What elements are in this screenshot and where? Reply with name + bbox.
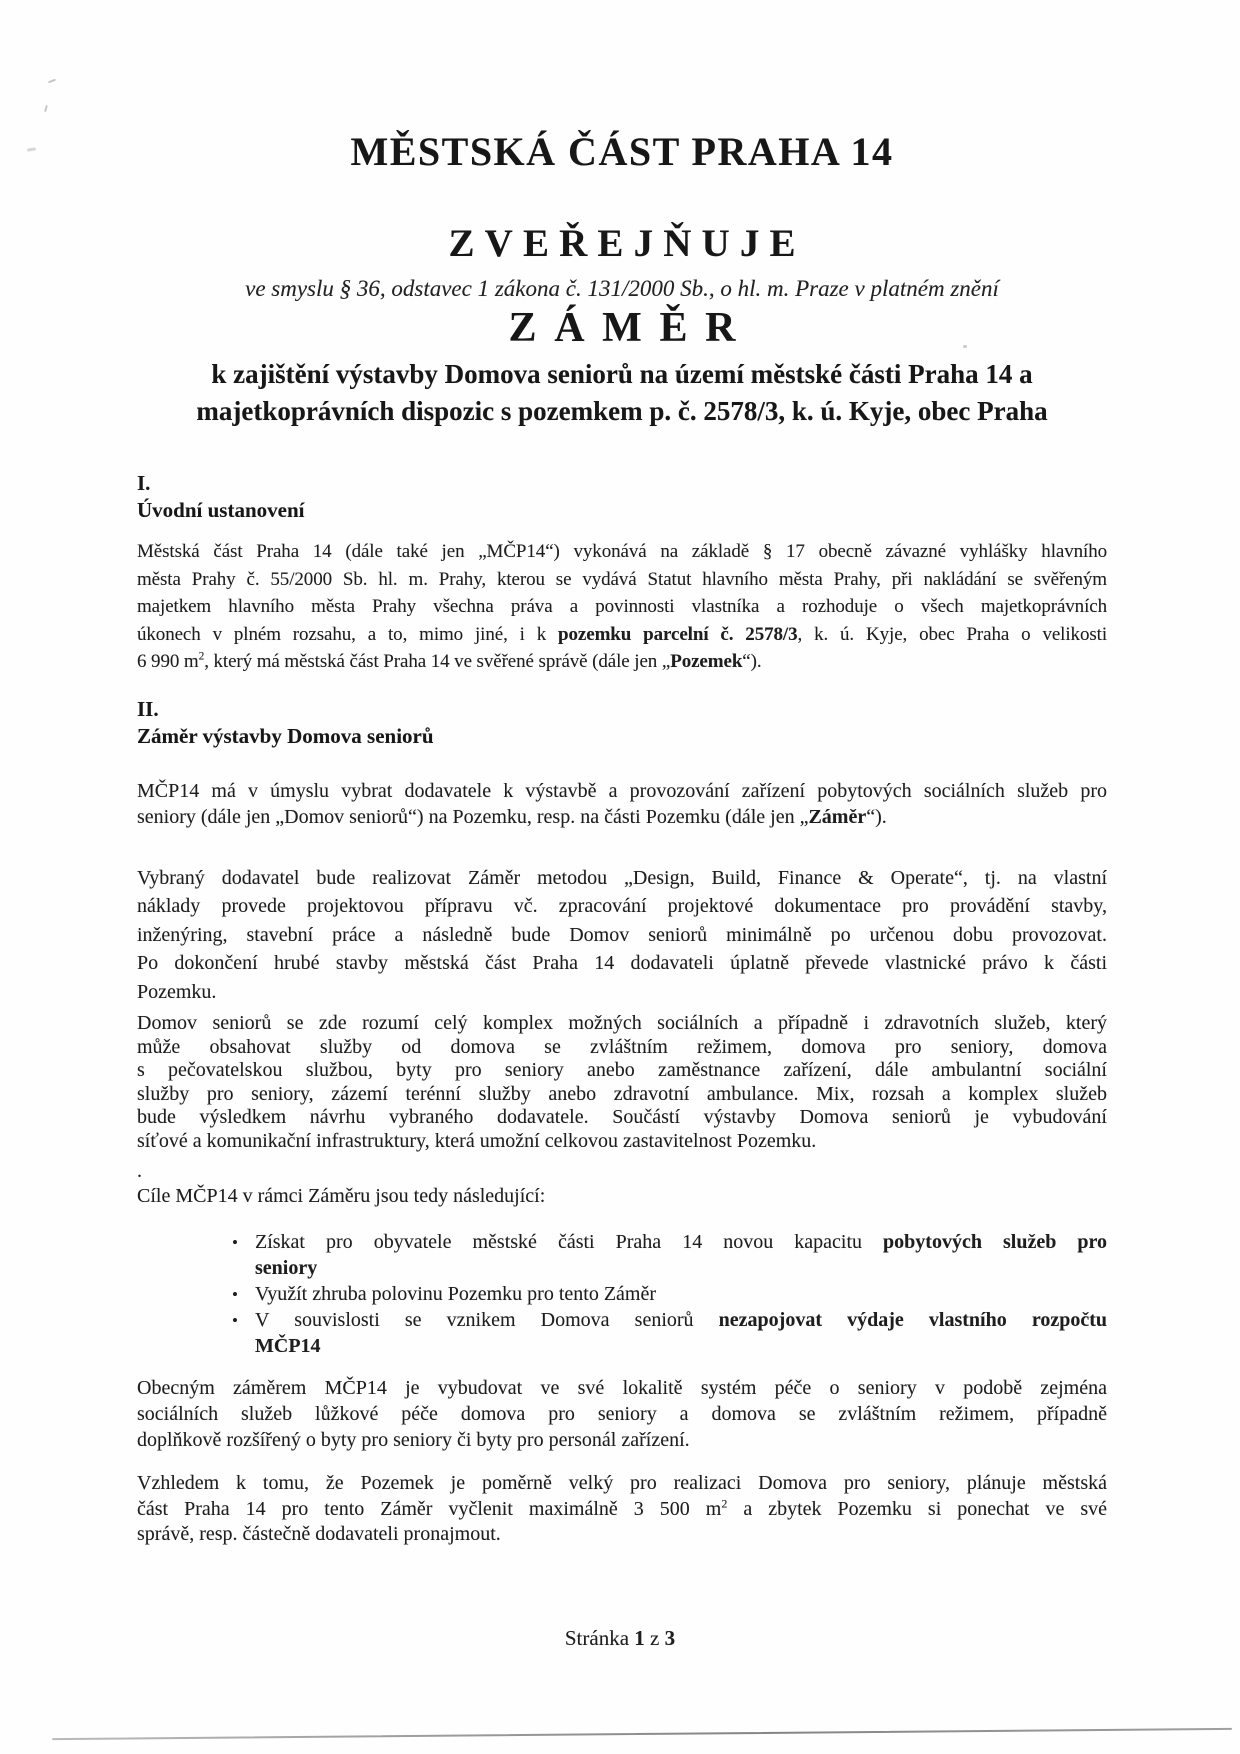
text-line: [137, 1427, 1107, 1453]
text-line: [255, 1255, 1107, 1281]
text-line: [137, 1497, 1107, 1523]
text-line: [255, 1307, 1107, 1333]
text-line: [137, 804, 1107, 830]
text-line: [137, 1401, 1107, 1427]
text-run: majetkem hlavního města Prahy všechna práva a povinnosti vlastníka a rozhoduje o všech majetkoprávních: [137, 596, 1107, 617]
text-line: [137, 1375, 1107, 1401]
scan-artifact: [963, 345, 967, 348]
text-run: 1: [634, 1626, 645, 1650]
text-run: Po dokončení hrubé stavby městská část Praha 14 dodavateli úplatně převede vlastnické právo k části: [137, 952, 1107, 974]
document-section: [137, 696, 1107, 1548]
paragraph: [137, 1375, 1107, 1453]
text-line: [137, 1059, 1107, 1083]
bullet-list: [137, 1229, 1107, 1359]
text-run: inženýring, stavební práce a následně bude Domov seniorů minimálně po určenou dobu provozovat.: [137, 923, 1107, 946]
text-run: Cíle MČP14 v rámci Záměru jsou tedy následující:: [137, 1185, 546, 1207]
text-line: [137, 921, 1107, 950]
text-line: [137, 1106, 1107, 1130]
section-heading: [137, 470, 1107, 524]
text-run: sociálních služeb lůžkové péče domova pro seniory a domova se zvláštním režimem, případně: [137, 1403, 1107, 1425]
text-line: [137, 978, 1107, 1007]
text-run: seniory (dále jen „Domov seniorů“) na Pozemku, resp. na části Pozemku (dále jen „: [137, 805, 809, 828]
text-run: úkonech v plném rozsahu, a to, mimo jiné, i k: [137, 623, 559, 645]
bullet-text: [255, 1307, 1107, 1359]
subtitle-line: majetkoprávních dispozic s pozemkem p. č. 2578/3, k. ú. Kyje, obec Praha: [196, 396, 1048, 426]
text-run: a zbytek Pozemku si ponechat ve své: [727, 1497, 1107, 1520]
section-heading: [137, 696, 1107, 750]
text-run: nezapojovat výdaje vlastního rozpočtu: [718, 1309, 1107, 1331]
text-line: [137, 1522, 1107, 1548]
text-line: [137, 1083, 1107, 1107]
section-title: Úvodní ustanovení: [137, 498, 305, 522]
section-title: Záměr výstavby Domova seniorů: [137, 723, 434, 748]
text-run: Využít zhruba polovinu Pozemku pro tento Záměr: [255, 1283, 657, 1305]
bullet-icon: •: [232, 1311, 238, 1330]
paragraph: [137, 778, 1107, 830]
text-run: služby pro seniory, zázemí terénní služby anebo zdravotní ambulance. Mix, rozsah a komplex služeb: [137, 1082, 1107, 1105]
bullet-icon: •: [232, 1285, 238, 1304]
page-footer: [0, 1626, 1240, 1651]
text-run: města Prahy č. 55/2000 Sb. hl. m. Prahy, kterou se vydává Statut hlavního města Prahy, při nakládání se svěřeným: [137, 568, 1107, 590]
bullet-item: [137, 1307, 1107, 1359]
document-section: [137, 470, 1107, 676]
text-line: [255, 1333, 1107, 1359]
text-run: .: [137, 1160, 142, 1182]
announcement-heading: ZVEŘEJŇUJE: [448, 222, 806, 265]
text-run: náklady provede projektovou přípravu vč. zpracování projektové dokumentace pro provádění stavby,: [137, 895, 1107, 917]
text-line: [137, 566, 1107, 594]
paragraph: [137, 1159, 1107, 1209]
text-line: [137, 1036, 1107, 1060]
text-run: “).: [866, 805, 887, 828]
legal-clause: ve smyslu § 36, odstavec 1 zákona č. 131/2000 Sb., o hl. m. Praze v platném znění: [245, 276, 999, 301]
text-run: Vybraný dodavatel bude realizovat Záměr metodou „Design, Build, Finance & Operate“, tj. na vlastní: [137, 866, 1107, 889]
bullet-text: [255, 1281, 1107, 1307]
text-line: [137, 949, 1107, 978]
text-run: část Praha 14 pro tento Záměr vyčlenit maximálně 3 500 m: [137, 1497, 722, 1520]
text-line: [137, 621, 1107, 649]
text-run: 6 990 m: [137, 651, 199, 672]
text-run: Obecným záměrem MČP14 je vybudovat ve své lokalitě systém péče o seniory v podobě zejména: [137, 1377, 1107, 1399]
text-run: doplňkově rozšířený o byty pro seniory či byty pro personál zařízení.: [137, 1429, 690, 1451]
text-run: Získat pro obyvatele městské části Praha 14 novou kapacitu: [255, 1231, 884, 1253]
text-line: [137, 1471, 1107, 1497]
text-run: správě, resp. částečně dodavateli pronajmout.: [137, 1523, 501, 1545]
text-line: [137, 1012, 1107, 1036]
text-line: [137, 778, 1107, 804]
bullet-item: [137, 1229, 1107, 1281]
intent-heading: ZÁMĚR: [508, 305, 754, 351]
text-line: [137, 1130, 1107, 1154]
text-run: Pozemku.: [137, 980, 217, 1003]
paragraph: [137, 864, 1107, 1007]
paragraph: [137, 1471, 1107, 1548]
bullet-icon: •: [232, 1233, 238, 1252]
text-line: [137, 593, 1107, 621]
section-number: II.: [137, 696, 159, 721]
text-line: [137, 648, 1107, 676]
text-line: [137, 538, 1107, 566]
document-title: MĚSTSKÁ ČÁST PRAHA 14: [350, 129, 894, 174]
text-line: [137, 1159, 1107, 1184]
text-line: [0, 1626, 1240, 1651]
footer-page-indicator: [0, 1626, 1240, 1651]
paragraph: [137, 538, 1107, 676]
text-line: [137, 864, 1107, 893]
text-run: může obsahovat služby od domova se zvláštním režimem, domova pro seniory, domova: [137, 1035, 1107, 1058]
text-run: pozemku parcelní č. 2578/3: [558, 623, 798, 645]
text-run: s pečovatelskou službou, byty pro seniory anebo zaměstnance zařízení, dále ambulantní sociální: [137, 1059, 1107, 1081]
document-subtitle: [137, 356, 1107, 430]
text-run: 2: [198, 650, 205, 663]
text-line: [137, 1184, 1107, 1209]
section-number: I.: [137, 471, 151, 495]
scan-edge-line: [52, 1728, 1232, 1740]
bullet-item: [137, 1281, 1107, 1307]
text-line: [255, 1281, 1107, 1307]
text-run: 3: [664, 1626, 676, 1650]
text-run: Domov seniorů se zde rozumí celý komplex možných sociálních a případně i zdravotních služeb, který: [137, 1012, 1107, 1034]
text-line: [137, 892, 1107, 921]
text-run: V souvislosti se vznikem Domova seniorů: [255, 1309, 719, 1331]
text-run: síťové a komunikační infrastruktury, která umožní celkovou zastavitelnost Pozemku.: [137, 1129, 817, 1152]
text-run: Záměr: [808, 805, 867, 828]
document-sections: [137, 470, 1107, 1548]
subtitle-line: k zajištění výstavby Domova seniorů na území městské části Praha 14 a: [211, 359, 1033, 389]
paragraph: [137, 1012, 1107, 1153]
text-run: 2: [721, 1495, 728, 1510]
text-run: “).: [742, 651, 762, 672]
bullet-text: [255, 1229, 1107, 1281]
text-run: pobytových služeb pro: [883, 1231, 1107, 1253]
text-line: [255, 1229, 1107, 1255]
text-run: z: [644, 1626, 665, 1650]
text-run: Městská část Praha 14 (dále také jen „MČP14“) vykonává na základě § 17 obecně závazné vyhlášky hlavního: [137, 541, 1107, 562]
text-run: Vzhledem k tomu, že Pozemek je poměrně velký pro realizaci Domova pro seniory, plánuje městská: [137, 1472, 1107, 1494]
text-run: , který má městská část Praha 14 ve svěřené správě (dále jen „: [204, 651, 671, 672]
text-run: seniory: [255, 1257, 318, 1279]
text-run: , k. ú. Kyje, obec Praha o velikosti: [797, 623, 1107, 645]
text-run: MČP14: [255, 1335, 321, 1357]
text-run: Stránka: [564, 1626, 635, 1650]
text-run: MČP14 má v úmyslu vybrat dodavatele k výstavbě a provozování zařízení pobytových sociálních služeb pro: [137, 779, 1107, 802]
text-run: bude výsledkem návrhu vybraného dodavatele. Součástí výstavby Domova seniorů je vybudování: [137, 1106, 1107, 1128]
text-run: Pozemek: [670, 651, 743, 672]
